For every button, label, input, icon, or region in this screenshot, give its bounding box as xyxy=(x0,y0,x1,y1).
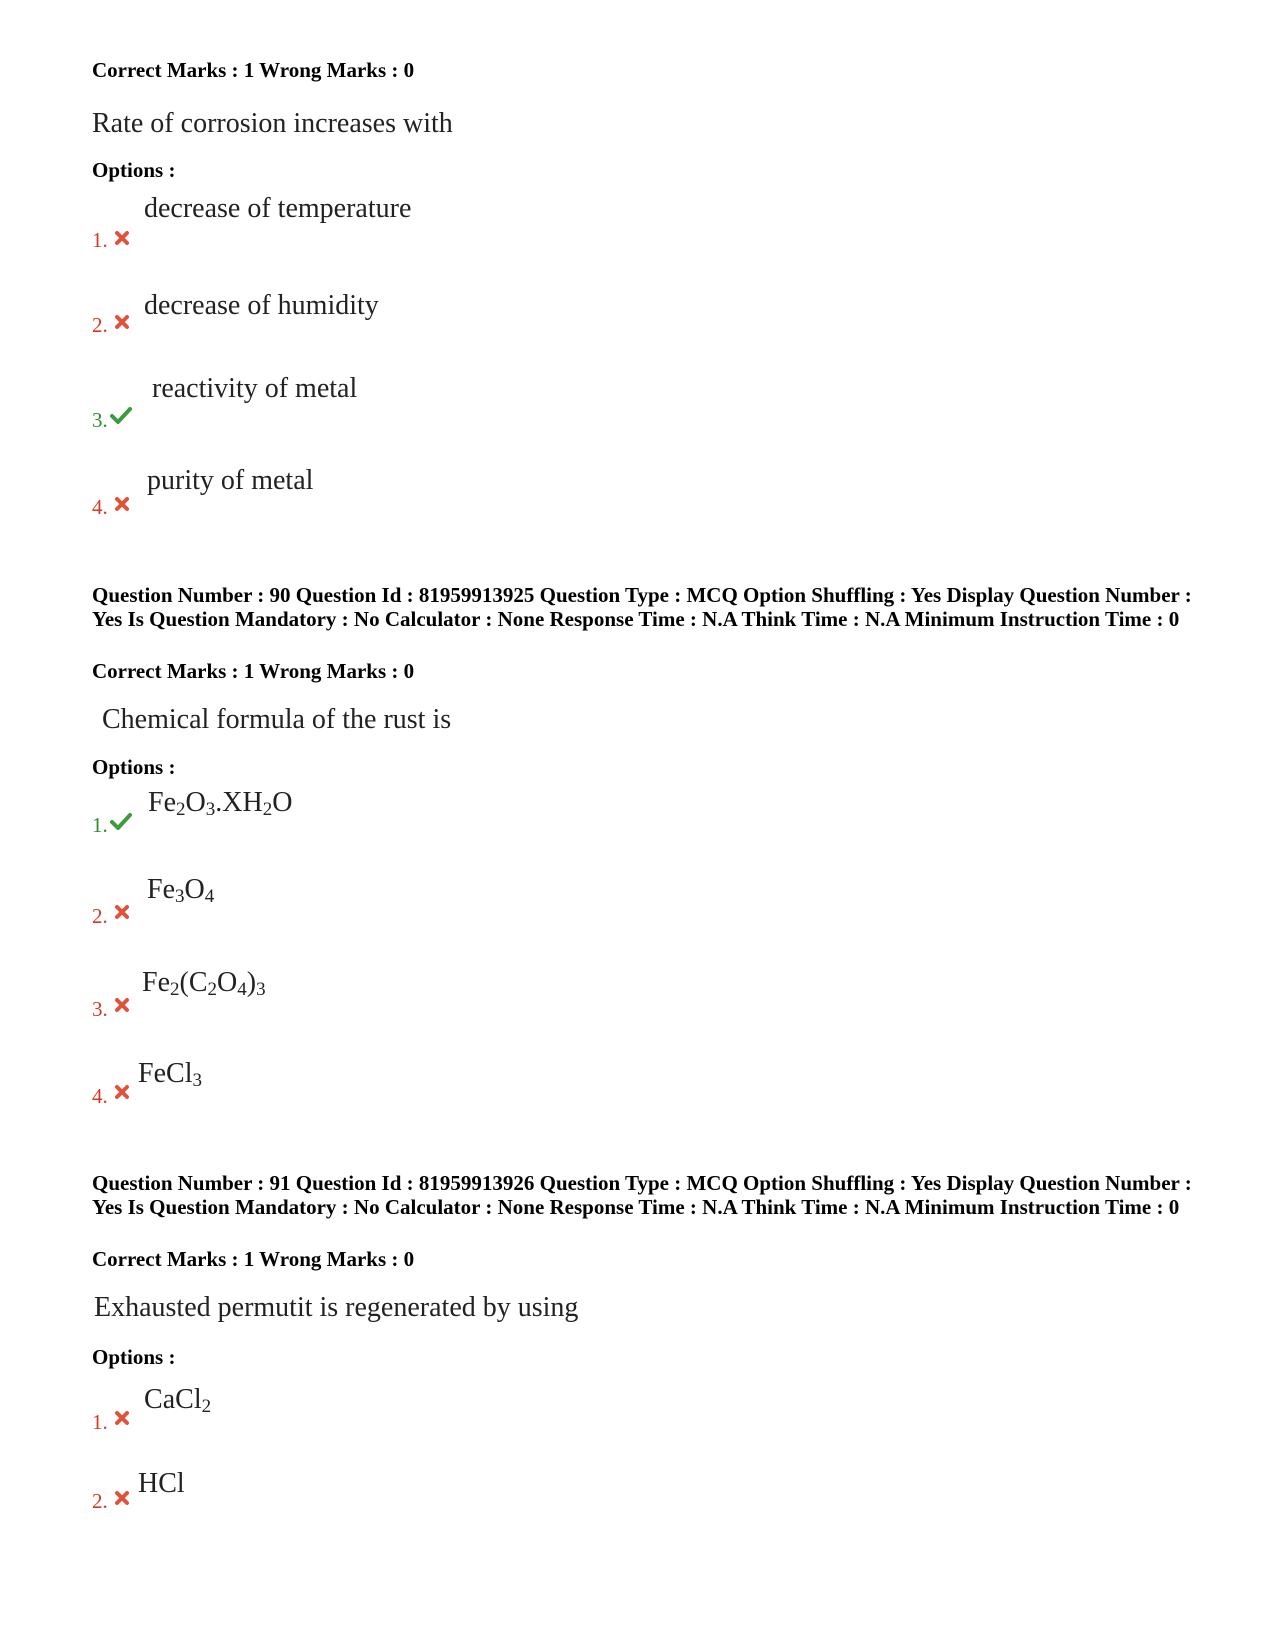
wrong-icon xyxy=(114,314,130,330)
option-number: 1. xyxy=(92,228,108,252)
option-item xyxy=(92,290,892,350)
wrong-icon xyxy=(114,496,130,512)
question-meta: Question Number : 91 Question Id : 81959913926 Question Type : MCQ Option Shuffling : Yes Display Question Number : Yes Is Question Mandatory : No Calculator : None Response Time : N.A Think Time : N.A Minimum Instruction Time : 0 xyxy=(92,1171,1192,1219)
question-text: Chemical formula of the rust is xyxy=(102,704,452,735)
option-number: 3. xyxy=(92,997,108,1021)
option-text: decrease of humidity xyxy=(144,290,379,321)
option-number: 2. xyxy=(92,1489,108,1513)
option-text: CaCl$_2$ xyxy=(144,1384,212,1417)
option-item xyxy=(92,1384,892,1444)
option-item xyxy=(92,375,892,435)
wrong-icon xyxy=(114,997,130,1013)
marks-line: Correct Marks : 1 Wrong Marks : 0 xyxy=(92,1247,415,1271)
option-text: $Fe_3O_4$ xyxy=(147,874,215,907)
option-number: 4. xyxy=(92,1084,108,1108)
option-number: 2. xyxy=(92,313,108,337)
marks-line: Correct Marks : 1 Wrong Marks : 0 xyxy=(92,659,415,683)
marks-line: Correct Marks : 1 Wrong Marks : 0 xyxy=(92,58,415,82)
options-label: Options : xyxy=(92,1345,176,1369)
wrong-icon xyxy=(114,230,130,246)
check-icon xyxy=(110,406,132,424)
wrong-icon xyxy=(114,904,130,920)
option-number: 4. xyxy=(92,495,108,519)
option-text: reactivity of metal xyxy=(152,373,358,404)
options-label: Options : xyxy=(92,158,176,182)
option-item xyxy=(92,787,892,847)
option-number: 2. xyxy=(92,904,108,928)
option-item xyxy=(92,874,892,934)
option-item xyxy=(92,967,892,1027)
options-label: Options : xyxy=(92,755,176,779)
option-number: 1. xyxy=(92,813,108,837)
question-text: Rate of corrosion increases with xyxy=(92,108,453,139)
option-item xyxy=(92,1058,892,1118)
question-text: Exhausted permutit is regenerated by using xyxy=(94,1292,579,1323)
option-number: 3. xyxy=(92,408,108,432)
wrong-icon xyxy=(114,1490,130,1506)
wrong-icon xyxy=(114,1410,130,1426)
option-item xyxy=(92,1468,892,1528)
wrong-icon xyxy=(114,1084,130,1100)
option-item xyxy=(92,195,892,255)
option-text: $Fe_2(C_2O_4)_3$ xyxy=(142,967,266,1000)
question-meta: Question Number : 90 Question Id : 81959913925 Question Type : MCQ Option Shuffling : Yes Display Question Number : Yes Is Question Mandatory : No Calculator : None Response Time : N.A Think Time : N.A Minimum Instruction Time : 0 xyxy=(92,583,1192,631)
option-text: decrease of temperature xyxy=(144,193,412,224)
option-text: $Fe_2O_3.XH_2O$ xyxy=(148,787,293,820)
option-text: HCl xyxy=(138,1468,185,1499)
option-text: FeCl$_3$ xyxy=(138,1058,202,1091)
option-item xyxy=(92,465,892,525)
check-icon xyxy=(110,812,132,830)
option-number: 1. xyxy=(92,1410,108,1434)
option-text: purity of metal xyxy=(147,465,314,496)
